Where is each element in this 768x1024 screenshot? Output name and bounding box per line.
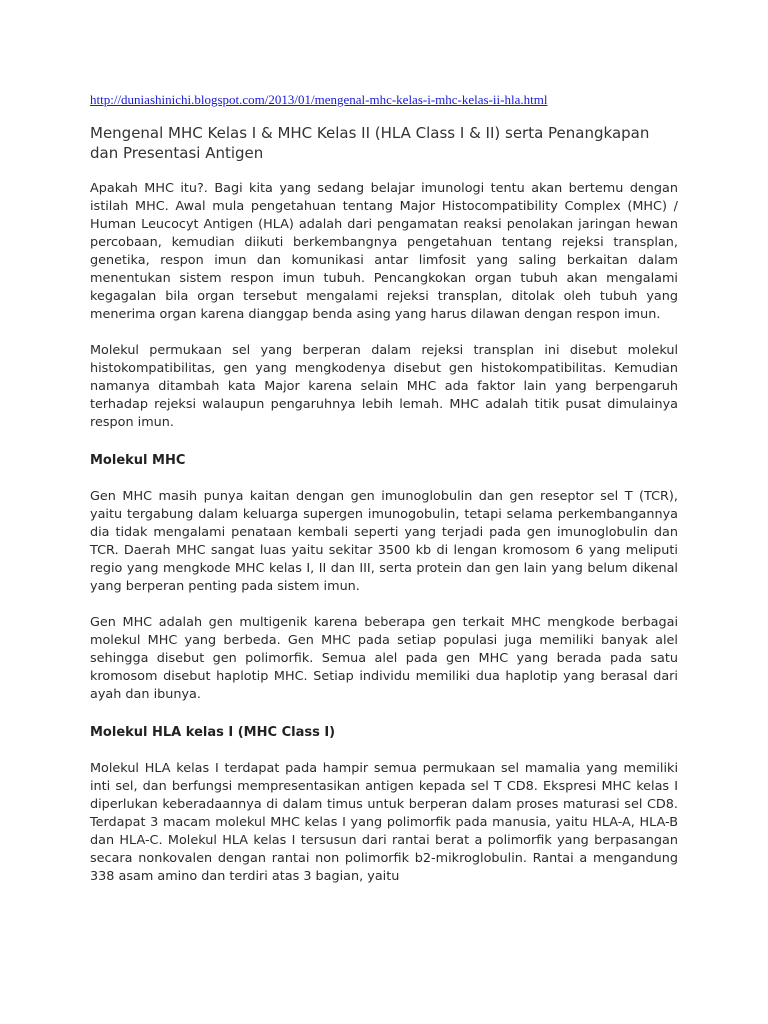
- document-page: [90, 92, 678, 904]
- document-title: Mengenal MHC Kelas I & MHC Kelas II (HLA Class I & II) serta Penangkapan dan Presentasi Antigen: [90, 124, 650, 162]
- section-paragraph: Gen MHC masih punya kaitan dengan gen imunoglobulin dan gen reseptor sel T (TCR), yaitu tergabung dalam keluarga supergen imunogobulin, tetapi selama perkembangannya dia tidak mengalami penataan kembali seperti yang terjadi pada gen imunoglobulin dan TCR. Daerah MHC sangat luas yaitu sekitar 3500 kb di lengan kromosom 6 yang meliputi regio yang mengkode MHC kelas I, II dan III, serta protein dan gen lain yang belum dikenal yang berperan penting pada sistem imun.: [90, 489, 678, 594]
- section-molekul-mhc: [90, 452, 678, 704]
- section-paragraph: Gen MHC adalah gen multigenik karena beberapa gen terkait MHC mengkode berbagai molekul MHC yang berbeda. Gen MHC pada setiap populasi juga memiliki banyak alel sehingga disebut gen polimorfik. Semua alel pada gen MHC yang berada pada satu kromosom disebut haplotip MHC. Setiap individu memiliki dua haplotip yang berasal dari ayah dan ibunya.: [90, 615, 678, 702]
- intro-paragraph: Apakah MHC itu?. Bagi kita yang sedang belajar imunologi tentu akan bertemu dengan istilah MHC. Awal mula pengetahuan tentang Major Histocompatibility Complex (MHC) / Human Leucocyt Antigen (HLA) adalah dari pengamatan reaksi penolakan jaringan hewan percobaan, kemudian diikuti berkembangnya pengetahuan tentang rejeksi transplan, genetika, respon imun dan komunikasi antar limfosit yang saling berkaitan dalam menentukan sistem respon imun tubuh. Pencangkokan organ tubuh akan mengalami kegagalan bila organ tersebut mengalami rejeksi transplan, ditolak oleh tubuh yang menerima organ karena dianggap benda asing yang harus dilawan dengan respon imun.: [90, 181, 678, 322]
- section-heading: Molekul MHC: [90, 453, 186, 468]
- source-link[interactable]: http://duniashinichi.blogspot.com/2013/01/mengenal-mhc-kelas-i-mhc-kelas-ii-hla.html: [90, 92, 548, 107]
- section-paragraph: Molekul HLA kelas I terdapat pada hampir semua permukaan sel mamalia yang memiliki inti sel, dan berfungsi mempresentasikan antigen kepada sel T CD8. Ekspresi MHC kelas I diperlukan keberadaannya di dalam timus untuk berperan dalam proses maturasi sel CD8. Terdapat 3 macam molekul MHC kelas I yang polimorfik pada manusia, yaitu HLA-A, HLA-B dan HLA-C. Molekul HLA kelas I tersusun dari rantai berat a polimorfik yang berpasangan secara nonkovalen dengan rantai non polimorfik b2-mikroglobulin. Rantai a mengandung 338 asam amino dan terdiri atas 3 bagian, yaitu: [90, 761, 678, 884]
- section-heading: Molekul HLA kelas I (MHC Class I): [90, 725, 336, 740]
- section-hla-class-i: [90, 724, 678, 886]
- intro-paragraph: Molekul permukaan sel yang berperan dalam rejeksi transplan ini disebut molekul histokompatibilitas, gen yang mengkodenya disebut gen histokompatibilitas. Kemudian namanya ditambah kata Major karena selain MHC ada faktor lain yang berpengaruh terhadap rejeksi walaupun pengaruhnya lebih lemah. MHC adalah titik pusat dimulainya respon imun.: [90, 343, 678, 430]
